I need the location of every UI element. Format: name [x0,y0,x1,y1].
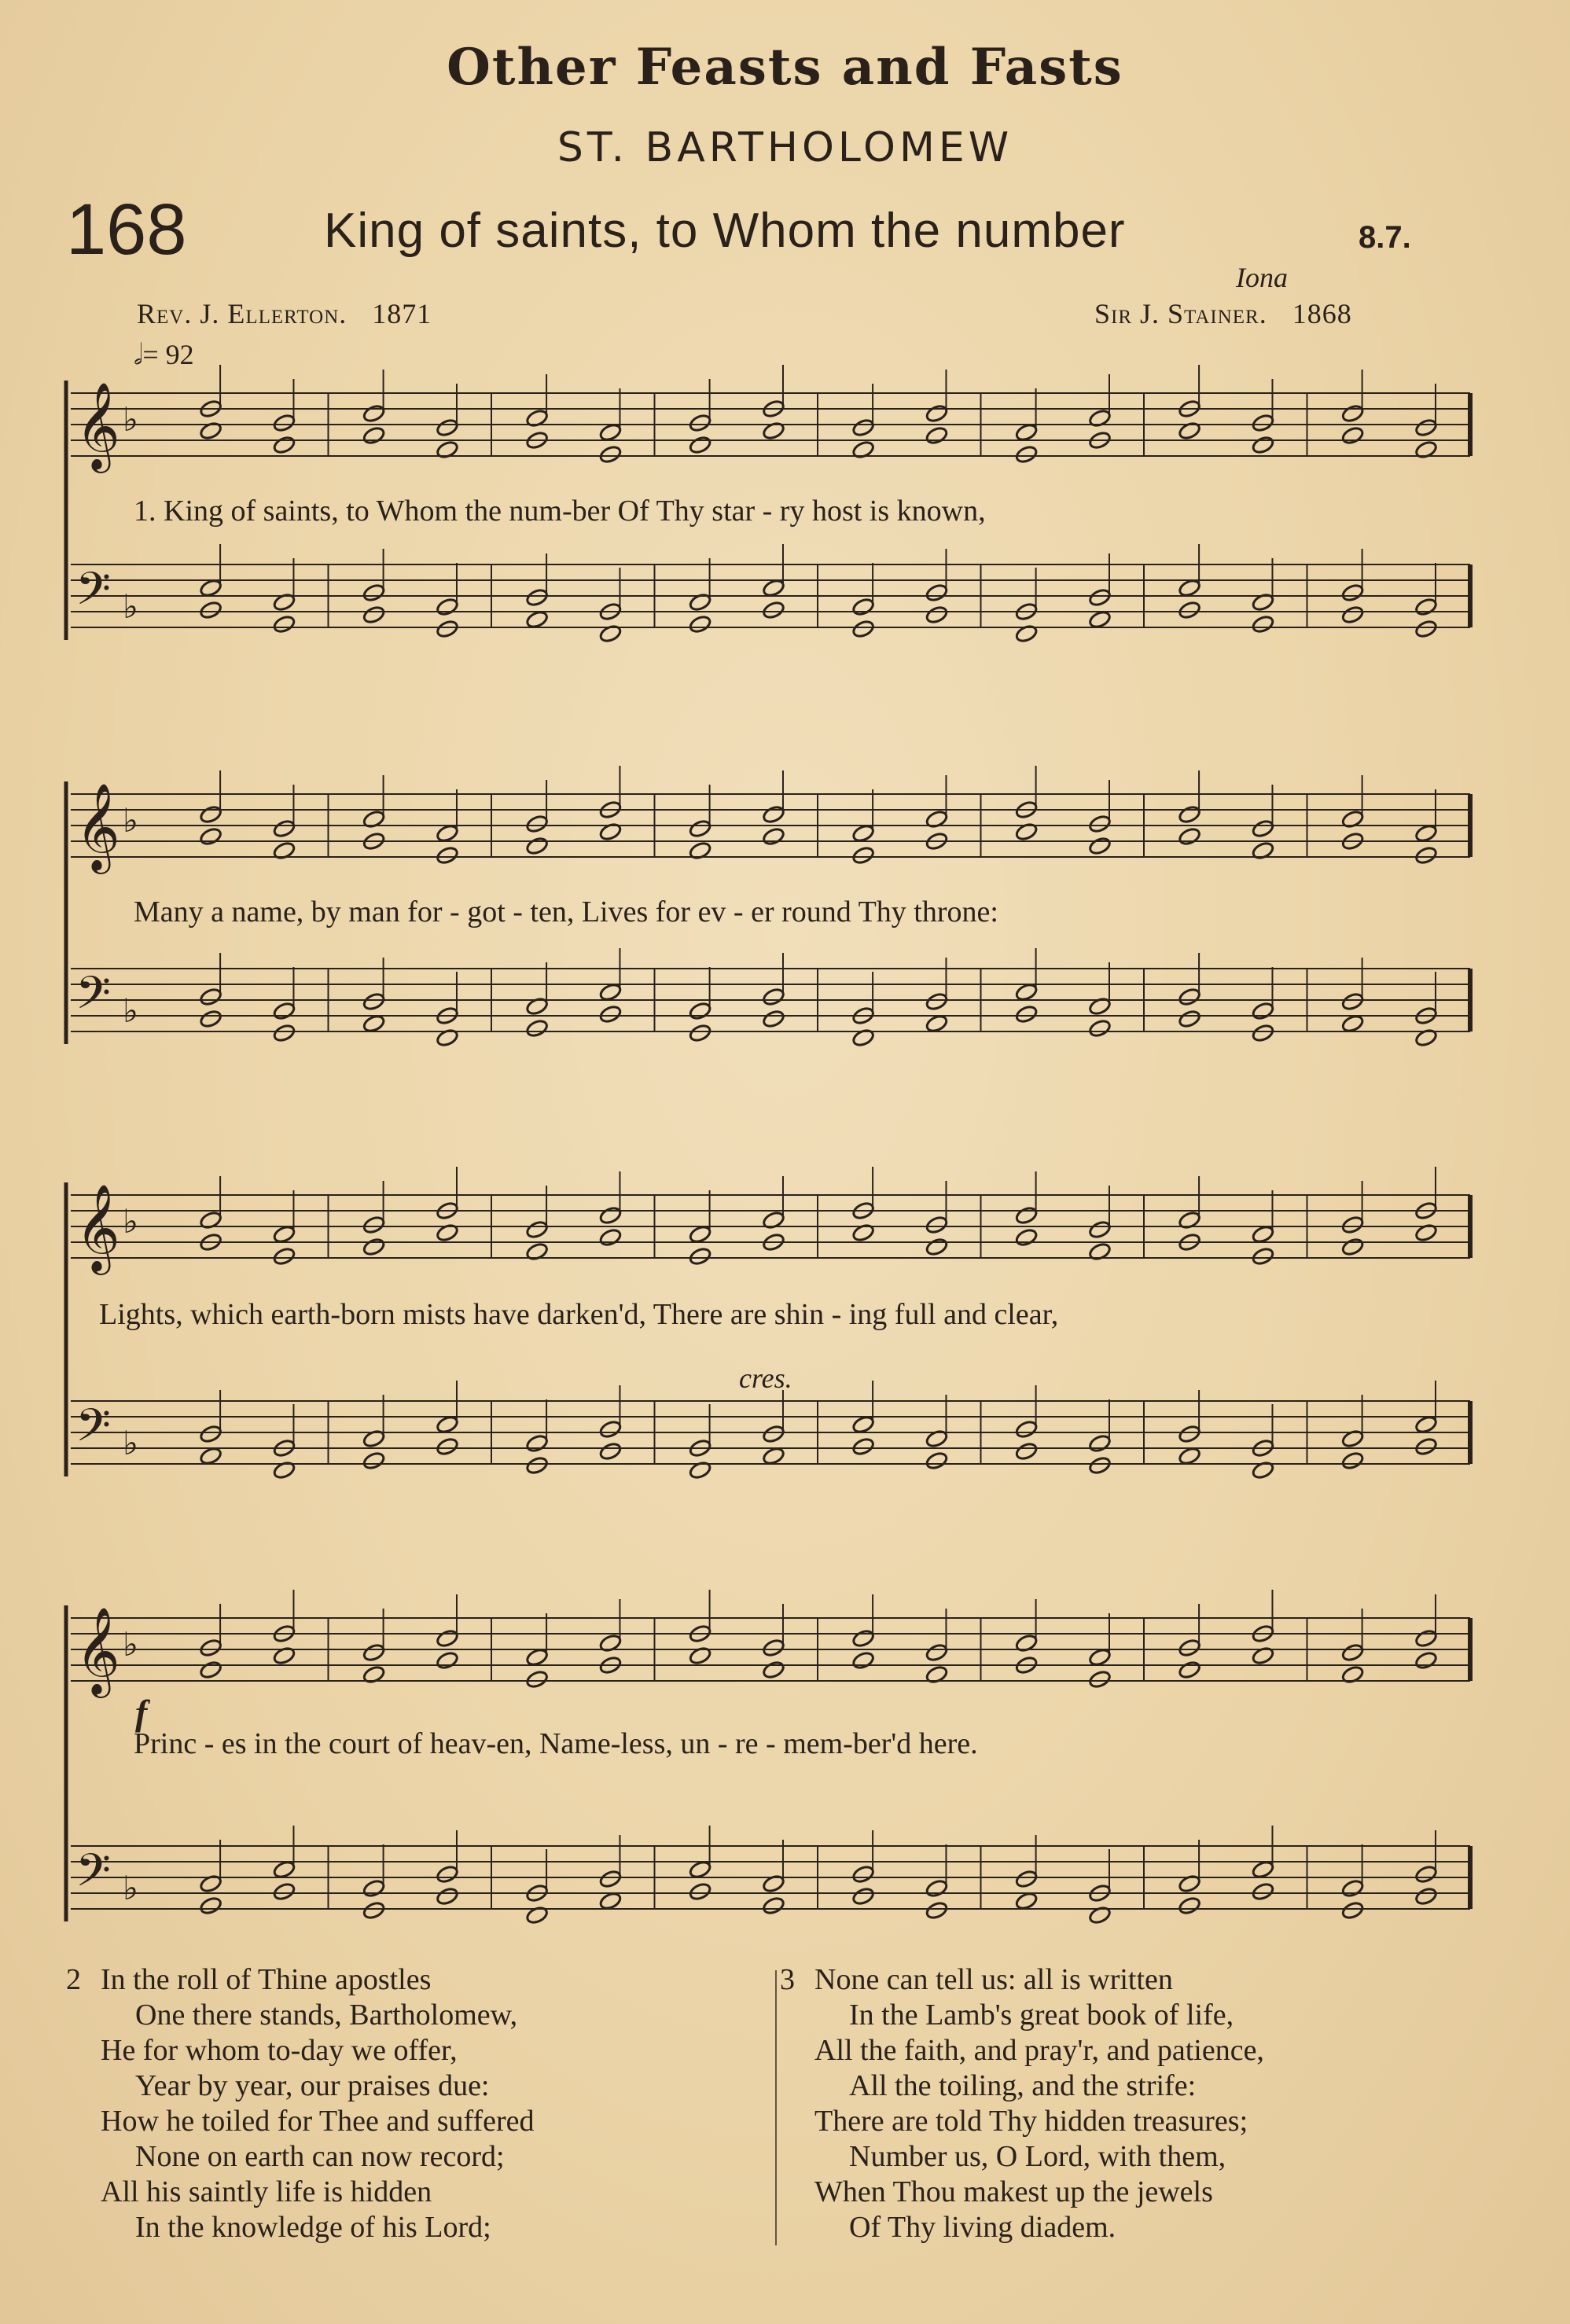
half-note-head [851,845,875,865]
half-note-head [1340,1900,1364,1920]
half-note-head [925,991,948,1011]
half-note-head [688,435,711,454]
half-note-head [199,1424,222,1443]
half-note-head [851,597,875,616]
hymn-meter: 8.7. [1359,220,1411,255]
half-note-head [925,605,948,624]
half-note-head [851,1414,875,1434]
verse-3 [780,1962,1264,2245]
half-note-head [1340,1237,1364,1256]
half-note-head [1178,987,1201,1006]
verse-line: None on earth can now record; [135,2140,505,2173]
crescendo-marking: cres. [739,1362,792,1394]
half-note-head [362,605,385,624]
half-note-head [1178,1009,1201,1028]
lyrics-line-2: Many a name, by man for - got - ten, Lives for ev - er round Thy throne: [134,895,998,928]
half-note-head [1414,1650,1438,1670]
half-note-head [1014,1869,1038,1888]
half-note-head [1414,1886,1438,1906]
half-note-head [1414,1414,1438,1434]
verse-line: In the roll of Thine apostles [101,1963,432,1996]
half-note-head [436,417,459,437]
treble-clef-icon: 𝄞 [75,1606,120,1694]
half-note-head [598,422,622,442]
half-note-head [1251,1023,1274,1042]
half-note-head [1088,587,1112,607]
half-note-head [762,1424,785,1443]
half-note-head [525,814,549,833]
hymn-subtitle: ST. BARTHOLOMEW [557,124,1013,171]
half-note-head [436,1650,459,1670]
half-note-head [1178,1660,1201,1679]
half-note-head [688,1881,711,1901]
half-note-head [272,1001,296,1020]
hymn-number: 168 [66,189,187,270]
composer-year: 1868 [1292,298,1352,329]
half-note-head [1251,1881,1274,1901]
half-note-head [272,413,296,432]
half-note-head [1340,583,1364,602]
verse-divider [775,1970,777,2245]
half-note-head [272,1246,296,1266]
half-note-head [272,614,296,634]
half-note-head [598,1441,622,1461]
half-note-head [199,804,222,824]
flat-icon: ♭ [123,587,138,626]
tempo-value: = 92 [142,339,194,370]
half-note-head [362,991,385,1011]
verse-line: In the knowledge of his Lord; [135,2211,491,2244]
half-note-head [199,1660,222,1679]
half-note-head [1014,1441,1038,1461]
treble-clef-icon: 𝄞 [75,782,120,870]
half-note-head [199,1009,222,1028]
half-note-head [762,1638,785,1657]
half-note-head [199,987,222,1006]
half-note-head [1088,1455,1112,1475]
half-note-head [199,1446,222,1465]
half-note-head [436,823,459,843]
flat-icon: ♭ [123,801,138,840]
half-note-head [1340,1451,1364,1470]
half-note-head [1414,845,1438,865]
half-note-head [362,1642,385,1662]
section-title: Other Feasts and Fasts [447,38,1123,97]
half-note-head [598,982,622,1002]
half-note-head [1251,1224,1274,1244]
half-note-head [1014,444,1038,464]
bass-clef-icon: 𝄢 [75,1844,112,1908]
half-note-head [1414,619,1438,638]
half-note-head [436,597,459,616]
half-note-head [362,403,385,423]
half-note-head [1340,991,1364,1011]
forte-marking: f [135,1693,148,1733]
half-note-head [598,1869,622,1888]
half-note-head [525,1455,549,1475]
half-note-head [362,1878,385,1898]
verse-line: There are told Thy hidden treasures; [814,2105,1248,2138]
half-note-head [925,425,948,445]
half-note-head [436,1886,459,1906]
lyrics-line-1: 1. King of saints, to Whom the num-ber Of Thy star - ry host is known, [134,495,986,528]
half-note-head [1414,1436,1438,1456]
half-note-head [851,1864,875,1884]
half-note-head [688,1224,711,1244]
half-note-head [436,1436,459,1456]
verse-2 [66,1962,535,2245]
half-note-head [525,587,549,607]
half-note-head [436,1414,459,1434]
half-note-head [851,1628,875,1648]
half-note-head [762,1660,785,1679]
half-note-head [598,444,622,464]
flat-icon: ♭ [123,400,138,439]
half-note-head [199,1896,222,1915]
half-note-icon: 𝅗𝅥 [134,339,143,370]
half-note-head [525,1433,549,1453]
verse-line: When Thou makest up the jewels [814,2175,1213,2208]
half-note-head [688,1023,711,1042]
half-note-head [688,818,711,838]
half-note-head [362,1900,385,1920]
half-note-head [362,1013,385,1033]
half-note-head [851,1650,875,1670]
half-note-head [925,1237,948,1256]
text-year: 1871 [372,298,432,329]
half-note-head [436,1864,459,1884]
half-note-head [1414,1864,1438,1884]
half-note-head [598,1205,622,1225]
half-note-head [1178,1896,1201,1915]
half-note-head [1088,1219,1112,1239]
lyrics-line-4: Princ - es in the court of heav-en, Name-less, un - re - mem-ber'd here. [134,1727,978,1760]
half-note-head [1178,804,1201,824]
half-note-head [1340,403,1364,423]
half-note-head [1340,1013,1364,1033]
verse-number: 2 [66,1963,81,1996]
half-note-head [1014,1205,1038,1225]
flat-icon: ♭ [123,1424,138,1462]
half-note-head [1014,1891,1038,1910]
half-note-head [851,417,875,437]
half-note-head [762,600,785,620]
flat-icon: ♭ [123,1202,138,1241]
half-note-head [598,1419,622,1439]
half-note-head [688,1001,711,1020]
half-note-head [688,614,711,634]
half-note-head [362,1215,385,1234]
verse-line: All his saintly life is hidden [101,2175,432,2208]
half-note-head [1340,1878,1364,1898]
half-note-head [925,1215,948,1234]
half-note-head [272,435,296,454]
half-note-head [925,1451,948,1470]
half-note-head [1251,614,1274,634]
half-note-head [1178,1638,1201,1657]
half-note-head [851,1436,875,1456]
half-note-head [1414,597,1438,616]
half-note-head [1251,818,1274,838]
treble-clef-icon: 𝄞 [75,381,120,469]
half-note-head [688,413,711,432]
half-note-head [1340,1642,1364,1662]
bass-clef-icon: 𝄢 [75,966,112,1031]
verse-line: How he toiled for Thee and suffered [101,2105,535,2138]
half-note-head [1014,982,1038,1002]
half-note-head [851,1886,875,1906]
half-note-head [1251,435,1274,454]
half-note-head [762,826,785,846]
half-note-head [199,600,222,620]
half-note-head [362,1451,385,1470]
half-note-head [925,1900,948,1920]
half-note-head [362,583,385,602]
half-note-head [762,804,785,824]
half-note-head [1251,1001,1274,1020]
verse-line: Number us, O Lord, with them, [849,2140,1226,2173]
half-note-head [525,1018,549,1038]
half-note-head [1340,1215,1364,1234]
half-note-head [272,818,296,838]
half-note-head [851,823,875,843]
bass-clef-icon: 𝄢 [75,562,112,627]
half-note-head [362,425,385,445]
half-note-head [598,1227,622,1247]
half-note-head [688,1859,711,1879]
verse-line: One there stands, Bartholomew, [135,1999,518,2032]
flat-icon: ♭ [123,1869,138,1907]
half-note-head [1014,1419,1038,1439]
half-note-head [1178,1424,1201,1443]
half-note-head [598,1004,622,1024]
half-note-head [1251,1859,1274,1879]
half-note-head [199,578,222,598]
half-note-head [1014,1004,1038,1024]
half-note-head [525,836,549,855]
half-note-head [272,1881,296,1901]
half-note-head [436,845,459,865]
half-note-head [925,1013,948,1033]
half-note-head [1414,823,1438,843]
half-note-head [925,1878,948,1898]
lyrics-line-3: Lights, which earth-born mists have darken'd, There are shin - ing full and clear, [99,1298,1059,1331]
half-note-head [199,826,222,846]
half-note-head [1414,1628,1438,1648]
verse-line: He for whom to-day we offer, [101,2034,458,2067]
half-note-head [525,1219,549,1239]
half-note-head [436,1628,459,1648]
verse-line: All the faith, and pray'r, and patience, [814,2034,1264,2067]
verse-line: Year by year, our praises due: [135,2069,490,2102]
half-note-head [272,1859,296,1879]
half-note-head [1088,1669,1112,1689]
verse-number: 3 [780,1963,795,1996]
half-note-head [525,1669,549,1689]
half-note-head [525,1647,549,1667]
half-note-head [1340,605,1364,624]
half-note-head [1088,814,1112,833]
half-note-head [1088,1433,1112,1453]
half-note-head [688,1246,711,1266]
flat-icon: ♭ [123,1625,138,1664]
half-note-head [525,609,549,629]
half-note-head [1088,836,1112,855]
flat-icon: ♭ [123,991,138,1030]
half-note-head [362,1237,385,1256]
half-note-head [1178,578,1201,598]
tune-name: Iona [1236,262,1288,293]
half-note-head [925,583,948,602]
half-note-head [598,1891,622,1910]
half-note-head [1088,1018,1112,1038]
half-note-head [272,1224,296,1244]
half-note-head [925,403,948,423]
verse-line: Of Thy living diadem. [849,2211,1116,2244]
half-note-head [1178,1446,1201,1465]
text-author: Rev. J. Ellerton. [137,298,347,329]
half-note-head [1088,1647,1112,1667]
verse-line: None can tell us: all is written [814,1963,1173,1996]
half-note-head [762,1896,785,1915]
verse-line: All the toiling, and the strife: [849,2069,1197,2102]
half-note-head [436,619,459,638]
half-note-head [1340,425,1364,445]
half-note-head [272,1023,296,1042]
half-note-head [199,1638,222,1657]
half-note-head [1251,413,1274,432]
half-note-head [925,1642,948,1662]
half-note-head [1178,600,1201,620]
half-note-head [762,987,785,1006]
half-note-head [1014,422,1038,442]
half-note-head [762,1446,785,1465]
hymn-first-line: King of saints, to Whom the number [324,204,1126,258]
half-note-head [1014,1227,1038,1247]
treble-clef-icon: 𝄞 [75,1183,120,1271]
verse-line: In the Lamb's great book of life, [849,1999,1234,2032]
half-note-head [851,619,875,638]
half-note-head [762,578,785,598]
half-note-head [1251,1246,1274,1266]
half-note-head [1178,826,1201,846]
composer-name: Sir J. Stainer. [1094,298,1267,329]
bass-clef-icon: 𝄢 [75,1399,112,1463]
half-note-head [762,1009,785,1028]
half-note-head [1414,417,1438,437]
half-note-head [1088,609,1112,629]
